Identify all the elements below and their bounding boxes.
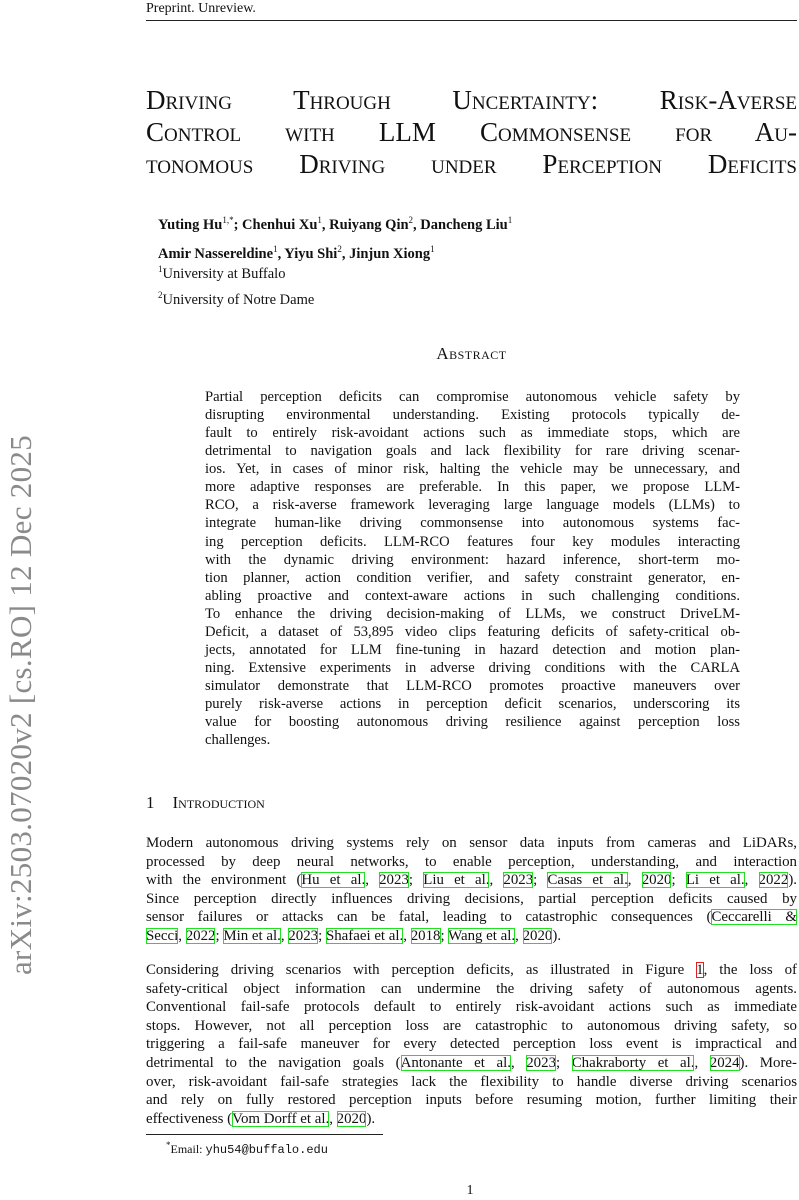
citation-link[interactable]: Chakraborty et al. [571, 1054, 695, 1071]
text-line [146, 834, 797, 853]
abstract-line: ing perception deficits. LLM-RCO features four key modules interacting [205, 533, 740, 550]
author-name: , Jinjun Xiong [341, 245, 431, 262]
text-run: ). [552, 927, 562, 944]
text-run: and rely on fully restored perception inputs before resuming motion, further limiting their [146, 1092, 797, 1109]
author-name: , Yiyu Shi [277, 245, 338, 262]
text-line [146, 961, 797, 980]
text-line [146, 998, 797, 1017]
arxiv-stamp: arXiv:2503.07020v2 [cs.RO] 12 Dec 2025 [3, 434, 38, 976]
citation-link[interactable]: 2023 [526, 1054, 557, 1071]
abstract-line: more adaptive responses are preferable. In this paper, we propose LLM- [205, 479, 740, 496]
text-run: processed by deep neural networks, to enable perception, understanding, and interaction [146, 853, 797, 870]
text-line [146, 1054, 797, 1073]
citation-link[interactable]: Liu et al. [423, 872, 490, 889]
citation-link[interactable]: 2024 [709, 1054, 740, 1071]
text-run: , the loss of [703, 962, 797, 978]
text-line [146, 1110, 797, 1129]
text-run: ). [366, 1110, 376, 1127]
text-run: over, risk-avoidant fail-safe strategies lack the flexibility to handle diverse driving scenarios [146, 1073, 797, 1090]
abstract-line: Partial perception deficits can compromise autonomous vehicle safety by [205, 389, 740, 405]
text-run: ). More- [739, 1054, 797, 1071]
abstract-line: Deficit, a dataset of 53,895 video clips featuring deficits of safety-critical ob- [205, 623, 740, 640]
text-run: , [694, 1054, 710, 1071]
intro-paragraph [146, 961, 797, 1128]
affiliation: $^1$University at Buffalo [158, 264, 286, 282]
affiliations [158, 259, 314, 311]
citation-link[interactable]: Wang et al. [448, 927, 516, 944]
text-run: ; [215, 927, 224, 944]
text-run: sensor failures or attacks can be fatal, leading to catastrophic consequences ( [146, 909, 712, 926]
author-affiliation-mark: 2 [408, 215, 414, 225]
citation-link[interactable]: 2023 [503, 872, 534, 889]
citation-link[interactable]: Shafaei et al. [325, 927, 404, 944]
author-affiliation-mark: 2 [337, 243, 342, 254]
abstract-line: simulator demonstrate that LLM-RCO promotes proactive maneuvers over [205, 678, 740, 694]
title-line: Control with LLM Commonsense for Au- [146, 117, 797, 147]
title-line: tonomous Driving under Perception Deficits [146, 149, 797, 179]
text-line [146, 1035, 797, 1054]
text-run: , [510, 1054, 527, 1071]
citation-link[interactable]: 2020 [522, 927, 553, 944]
abstract-line: To enhance the driving decision-making of LLMs, we construct DriveLM- [205, 605, 740, 622]
text-line [146, 927, 797, 946]
author-affiliation-mark: 1,* [222, 215, 234, 225]
author-name: , Ruiyang Qin [321, 216, 409, 233]
citation-link[interactable]: Vom Dorff et al. [232, 1110, 330, 1127]
text-run: , [403, 927, 411, 944]
page-number: 1 [466, 1183, 474, 1198]
footnote: *Email: yhu54@buffalo.edu [166, 1140, 328, 1157]
citation-link[interactable]: Secci [146, 927, 179, 944]
author-list [158, 208, 512, 266]
text-run: , [280, 927, 289, 944]
text-run: , [329, 1110, 337, 1127]
author-name: Yuting Hu [158, 216, 223, 233]
text-line [146, 1017, 797, 1036]
citation-link[interactable]: Li et al. [685, 872, 745, 889]
text-line [146, 980, 797, 999]
citation-link[interactable]: Ceccarelli & [711, 909, 797, 926]
abstract-line: abling proactive and context-aware actions in such challenging conditions. [205, 587, 740, 604]
text-run: , [489, 872, 504, 889]
text-run: , [627, 872, 642, 889]
section-heading-introduction: 1 Introduction [146, 793, 265, 812]
intro-paragraph [146, 834, 797, 946]
abstract-line: challenges. [205, 732, 271, 749]
abstract-line: with the dynamic driving environment: hazard inference, short-term mo- [205, 551, 740, 568]
text-run: Considering driving scenarios with perception deficits, as illustrated in Figure [146, 962, 697, 978]
paper-title [146, 84, 797, 180]
abstract-line: jects, annotated for LLM fine-tuning in hazard detection and motion plan- [205, 641, 740, 658]
citation-link[interactable]: 2020 [641, 872, 672, 889]
author-affiliation-mark: 1 [430, 243, 435, 254]
citation-link[interactable]: 2023 [288, 927, 319, 944]
text-run: triggering a fail-safe maneuver for every detected perception loss event is impractical and [146, 1036, 797, 1053]
citation-link[interactable]: 2022 [185, 927, 216, 944]
citation-link[interactable]: Hu et al. [301, 872, 366, 889]
author-name: ; Chenhui Xu [233, 216, 318, 233]
text-run: ; [408, 872, 424, 889]
text-run: detrimental to the navigation goals ( [146, 1054, 401, 1071]
text-run: ; [533, 872, 548, 889]
title-line: Driving Through Uncertainty: Risk-Averse [146, 85, 797, 115]
abstract-line: fault to entirely risk-avoidant actions such as immediate stops, which are [205, 425, 740, 442]
text-line [146, 1073, 797, 1092]
citation-link[interactable]: 2022 [758, 872, 789, 889]
abstract-line: integrate human-like driving commonsense into autonomous systems fac- [205, 515, 740, 532]
citation-link[interactable]: Antonante et al. [400, 1054, 511, 1071]
footnote-rule [146, 1134, 383, 1135]
text-run: ; [318, 927, 326, 944]
text-run: stops. However, not all perception loss are catastrophic to autonomous driving safety, so [146, 1017, 797, 1034]
text-line [146, 1091, 797, 1110]
citation-link[interactable]: 2023 [379, 872, 409, 889]
text-line [146, 890, 797, 909]
text-run: ). [788, 872, 797, 889]
author-affiliation-mark: 1 [317, 215, 322, 225]
affiliation: $^2$University of Notre Dame [158, 289, 315, 308]
text-run: , [744, 872, 759, 889]
abstract-line: detrimental to navigation goals and lack flexibility for rare driving scenar- [205, 443, 740, 460]
abstract-heading: Abstract [436, 344, 507, 363]
author-name: Amir Nassereldine [158, 245, 274, 262]
abstract-line: ios. Yet, in cases of minor risk, halting the vehicle may be unnecessary, and [205, 461, 740, 478]
citation-link[interactable]: Casas et al. [547, 872, 628, 889]
text-run: ; [440, 927, 449, 944]
author-affiliation-mark: 1 [273, 243, 278, 254]
text-run: safety-critical object information can undermine the driving safety of autonomous agents. [146, 980, 797, 997]
figure-reference-link[interactable]: 1 [696, 962, 704, 978]
abstract-line: value for boosting autonomous driving resilience against perception loss [205, 714, 740, 731]
abstract-line: ning. Extensive experiments in adverse driving conditions with the CARLA [205, 659, 740, 676]
text-run: , [365, 872, 380, 889]
text-run: effectiveness ( [146, 1110, 233, 1127]
running-header: Preprint. Unreview. [146, 1, 256, 16]
text-run: ; [556, 1054, 572, 1071]
author-name: , Dancheng Liu [413, 216, 508, 233]
email-address: yhu54@buffalo.edu [205, 1143, 328, 1157]
text-line [146, 908, 797, 927]
citation-link[interactable]: 2018 [410, 927, 441, 944]
abstract-line: tion planner, action condition verifier, and safety constraint generator, en- [205, 569, 740, 586]
abstract-line: disrupting environmental understanding. Existing protocols typically de- [205, 407, 740, 424]
abstract-body [205, 388, 740, 749]
citation-link[interactable]: 2020 [336, 1110, 367, 1127]
author-line [158, 208, 512, 237]
text-run: Conventional fail-safe protocols default to entirely risk-avoidant actions such as immediate [146, 999, 797, 1016]
text-run: ; [671, 872, 686, 889]
text-line [146, 871, 797, 890]
author-affiliation-mark: 1 [507, 215, 513, 225]
abstract-line: purely risk-averse actions in perception deficit scenarios, underscoring its [205, 696, 740, 713]
text-run: , [515, 927, 523, 944]
citation-link[interactable]: Min et al. [223, 927, 281, 944]
text-run: Modern autonomous driving systems rely on sensor data inputs from cameras and LiDARs, [146, 835, 797, 851]
text-run: Since perception directly influences driving decisions, partial perception deficits caused by [146, 890, 797, 907]
text-run: with the environment ( [146, 872, 302, 889]
text-run: , [178, 927, 186, 944]
text-line [146, 853, 797, 872]
abstract-line: RCO, a risk-averse framework leveraging large language models (LLMs) to [205, 497, 740, 514]
header-rule [146, 20, 797, 21]
